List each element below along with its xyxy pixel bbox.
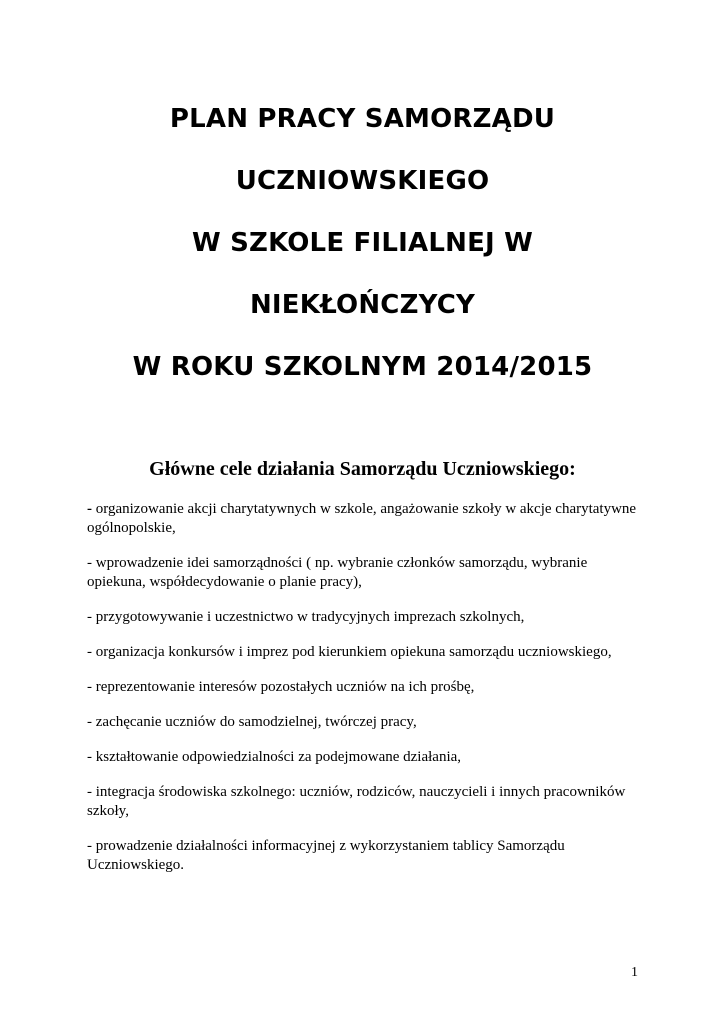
goal-text: organizacja konkursów i imprez pod kierunkiem opiekuna samorządu uczniowskiego, <box>95 644 612 660</box>
bullet-dash: - <box>87 749 92 765</box>
bullet-dash: - <box>87 609 92 625</box>
goal-text: zachęcanie uczniów do samodzielnej, twórczej pracy, <box>95 714 417 730</box>
goal-text: reprezentowanie interesów pozostałych uczniów na ich prośbę, <box>95 679 475 695</box>
bullet-dash: - <box>87 644 92 660</box>
goals-list <box>87 500 647 891</box>
bullet-dash: - <box>87 679 92 695</box>
list-item <box>87 783 647 821</box>
bullet-dash: - <box>87 714 92 730</box>
list-item <box>87 748 647 767</box>
title-line-1: PLAN PRACY SAMORZĄDU <box>169 104 556 134</box>
goal-text: przygotowywanie i uczestnictwo w tradycyjnych imprezach szkolnych, <box>95 609 525 625</box>
bullet-dash: - <box>87 501 92 517</box>
list-item <box>87 500 647 538</box>
goal-text: organizowanie akcji charytatywnych w szkole, angażowanie szkoły w akcje charytatywne ogólnopolskie, <box>87 501 637 536</box>
bullet-dash: - <box>87 784 92 800</box>
title-line-4: NIEKŁOŃCZYCY <box>249 290 476 320</box>
bullet-dash: - <box>87 838 92 854</box>
goals-heading: Główne cele działania Samorządu Uczniowskiego: <box>149 458 576 480</box>
title-line-3: W SZKOLE FILIALNEJ W <box>191 228 534 258</box>
title-line-2: UCZNIOWSKIEGO <box>235 166 490 196</box>
list-item <box>87 554 647 592</box>
goal-text: wprowadzenie idei samorządności ( np. wybranie członków samorządu, wybranie opiekuna, współdecydowanie o planie pracy), <box>87 555 588 590</box>
list-item <box>87 837 647 875</box>
list-item <box>87 678 647 697</box>
goal-text: prowadzenie działalności informacyjnej z wykorzystaniem tablicy Samorządu Uczniowskiego. <box>87 838 565 873</box>
list-item <box>87 713 647 732</box>
document-title <box>60 88 665 398</box>
bullet-dash: - <box>87 555 92 571</box>
title-line-5: W ROKU SZKOLNYM 2014/2015 <box>132 352 593 382</box>
goal-text: integracja środowiska szkolnego: uczniów, rodziców, nauczycieli i innych pracowników szkoły, <box>87 784 626 819</box>
page-number: 1 <box>631 965 638 980</box>
goal-text: kształtowanie odpowiedzialności za podejmowane działania, <box>95 749 462 765</box>
list-item <box>87 643 647 662</box>
list-item <box>87 608 647 627</box>
